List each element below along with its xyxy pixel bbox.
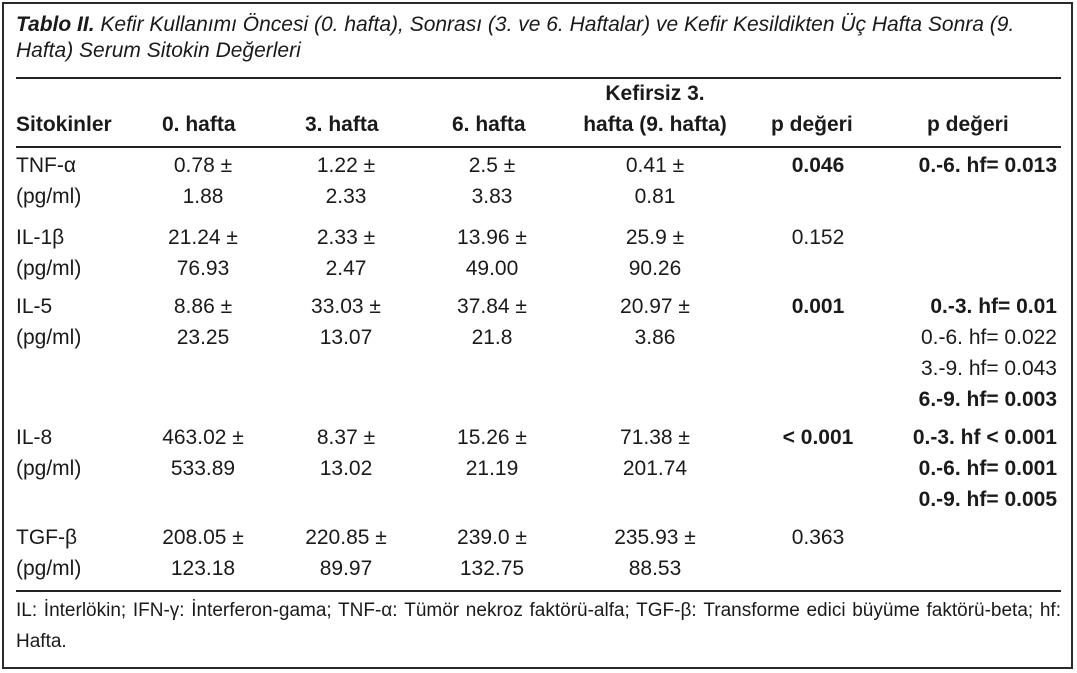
w6-sd: 21.19 (465, 457, 519, 480)
pairwise-p-line: 0.-9. hf= 0.005 (918, 488, 1057, 511)
w6-mean: 15.26 ± (457, 426, 527, 449)
w6-sd: 21.8 (471, 326, 513, 349)
table-footnote: IL: İnterlökin; IFN-γ: İnterferon-gama; TNF-α: Tümör nekroz faktörü-alfa; TGF-β: Transforme edici büyüme faktörü-beta; hf: Hafta. (16, 600, 1061, 652)
w0-sd: 533.89 (170, 457, 236, 480)
w9-mean: 0.41 ± (625, 154, 685, 177)
w0-sd: 1.88 (182, 185, 224, 208)
pairwise-p-line: 0.-3. hf= 0.01 (930, 295, 1057, 318)
header-week3: 3. hafta (305, 113, 379, 136)
header-rule (16, 146, 1061, 148)
w6-sd: 3.83 (471, 185, 513, 208)
w6-mean: 37.84 ± (457, 295, 527, 318)
p-value: 0.152 (791, 226, 845, 249)
cytokine-unit: (pg/ml) (16, 185, 82, 208)
w6-sd: 132.75 (459, 557, 525, 580)
w6-mean: 2.5 ± (468, 154, 516, 177)
pairwise-p-values (919, 291, 1057, 415)
header-week6: 6. hafta (452, 113, 526, 136)
p-value: < 0.001 (782, 426, 854, 449)
cytokine-name: TNF-α (16, 154, 76, 177)
w0-mean: 0.78 ± (173, 154, 233, 177)
w3-mean: 33.03 ± (311, 295, 381, 318)
p-value: 0.363 (791, 526, 845, 549)
pairwise-p-line: 3.-9. hf= 0.043 (920, 357, 1057, 380)
w3-sd: 13.02 (319, 457, 373, 480)
w3-mean: 2.33 ± (316, 226, 376, 249)
pairwise-p-line: 0.-6. hf= 0.013 (918, 154, 1057, 177)
w3-sd: 2.47 (325, 257, 367, 280)
w9-mean: 20.97 ± (620, 295, 690, 318)
cytokine-name: TGF-β (16, 526, 78, 549)
header-p-pairs: p değeri (927, 113, 1009, 136)
w0-mean: 208.05 ± (162, 526, 244, 549)
w3-mean: 8.37 ± (316, 426, 376, 449)
cytokine-name: IL-1β (16, 226, 65, 249)
w3-sd: 2.33 (325, 185, 367, 208)
w9-mean: 71.38 ± (620, 426, 690, 449)
header-week9-line1: Kefirsiz 3. (605, 82, 705, 105)
w9-sd: 201.74 (622, 457, 688, 480)
w3-mean: 220.85 ± (305, 526, 387, 549)
w3-sd: 89.97 (319, 557, 373, 580)
w0-sd: 76.93 (176, 257, 230, 280)
header-p-value: p değeri (771, 113, 853, 136)
top-rule (16, 77, 1061, 79)
cytokine-unit: (pg/ml) (16, 326, 82, 349)
caption-label: Tablo II. (16, 13, 95, 36)
w9-mean: 235.93 ± (614, 526, 696, 549)
w6-mean: 239.0 ± (457, 526, 527, 549)
w0-mean: 8.86 ± (173, 295, 233, 318)
cytokine-name: IL-8 (16, 426, 53, 449)
cytokine-name: IL-5 (16, 295, 53, 318)
w9-mean: 25.9 ± (625, 226, 685, 249)
w3-sd: 13.07 (319, 326, 373, 349)
header-week9-line2: hafta (9. hafta) (583, 113, 727, 136)
p-value: 0.046 (791, 154, 845, 177)
pairwise-p-values (919, 150, 1057, 181)
cytokine-unit: (pg/ml) (16, 457, 82, 480)
w3-mean: 1.22 ± (316, 154, 376, 177)
p-value: 0.001 (791, 295, 845, 318)
w0-sd: 23.25 (176, 326, 230, 349)
w6-mean: 13.96 ± (457, 226, 527, 249)
pairwise-p-line: 0.-3. hf < 0.001 (912, 426, 1057, 449)
pairwise-p-line: 0.-6. hf= 0.022 (920, 326, 1057, 349)
w0-mean: 21.24 ± (168, 226, 238, 249)
w6-sd: 49.00 (465, 257, 519, 280)
bottom-rule (16, 590, 1061, 592)
w0-mean: 463.02 ± (162, 426, 244, 449)
pairwise-p-line: 6.-9. hf= 0.003 (918, 388, 1057, 411)
cytokine-unit: (pg/ml) (16, 257, 82, 280)
w0-sd: 123.18 (170, 557, 236, 580)
header-cytokines: Sitokinler (16, 113, 112, 136)
pairwise-p-values (913, 422, 1057, 515)
w9-sd: 3.86 (634, 326, 676, 349)
w9-sd: 88.53 (628, 557, 682, 580)
w9-sd: 0.81 (634, 185, 676, 208)
cytokine-unit: (pg/ml) (16, 557, 82, 580)
header-week0: 0. hafta (162, 113, 236, 136)
table-caption (16, 12, 1061, 64)
pairwise-p-line: 0.-6. hf= 0.001 (918, 457, 1057, 480)
w9-sd: 90.26 (628, 257, 682, 280)
caption-text: Kefir Kullanımı Öncesi (0. hafta), Sonrası (3. ve 6. Haftalar) ve Kefir Kesildikten Üç Hafta Sonra (9. Hafta) Serum Sitokin Değerleri (16, 13, 1015, 62)
